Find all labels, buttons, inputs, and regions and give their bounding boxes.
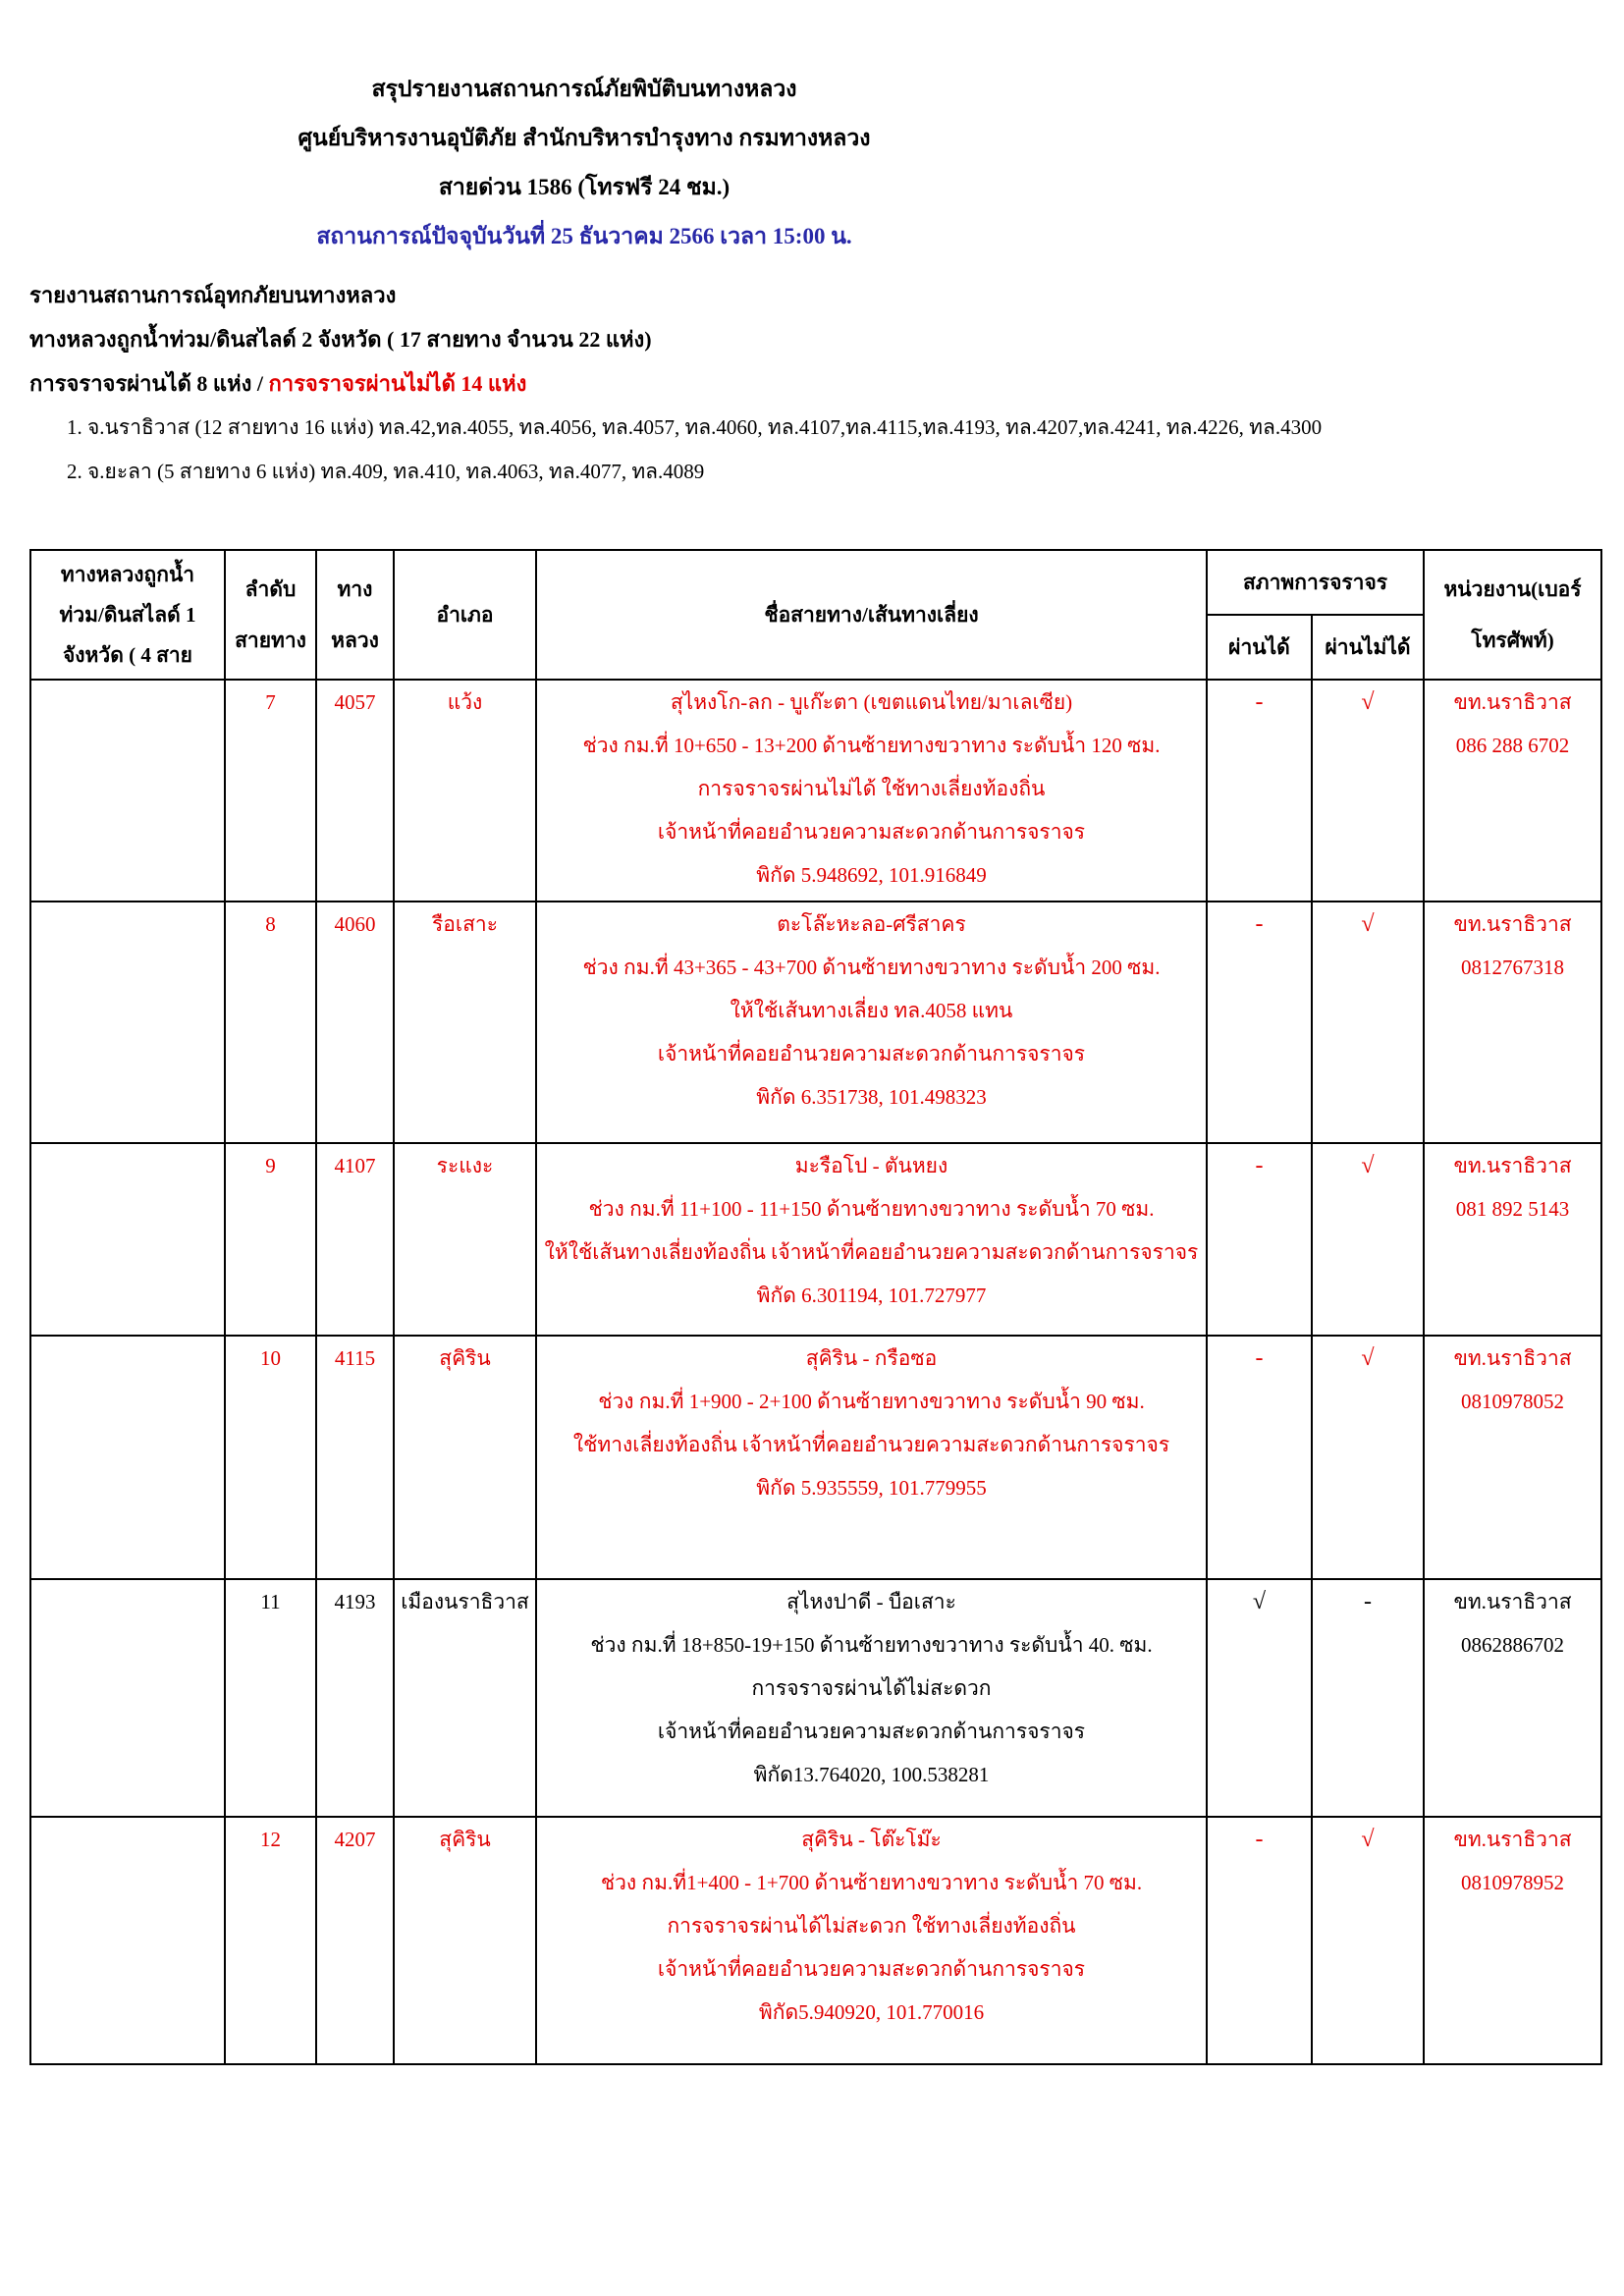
passable-cell: - — [1207, 680, 1312, 902]
province-item-narathiwat: 1. จ.นราธิวาส (12 สายทาง 16 แห่ง) ทล.42,ทล.4055, ทล.4056, ทล.4057, ทล.4060, ทล.4107,ทล.4115,ทล.4193, ทล.4207,ทล.4241, ทล.4226, ทล.4300 — [67, 415, 1323, 439]
route-cell: 4193 — [316, 1579, 394, 1817]
header-province-group-line3: จังหวัด ( 4 สาย — [63, 642, 192, 667]
report-header — [29, 0, 1139, 261]
desc-line: เจ้าหน้าที่คอยอำนวยความสะดวกด้านการจราจร — [657, 1042, 1086, 1066]
header-province-group-line2: ท่วม/ดินสไลด์ 1 — [59, 602, 196, 627]
agency-phone: 0810978952 — [1461, 1871, 1565, 1894]
hotline-line: สายด่วน 1586 (โทรฟรี 24 ชม.) — [438, 175, 731, 199]
route-cell: 4115 — [316, 1336, 394, 1579]
district-cell: สุคิริน — [394, 1336, 536, 1579]
desc-line: เจ้าหน้าที่คอยอำนวยความสะดวกด้านการจราจร — [657, 1957, 1086, 1981]
desc-line: สุไหงปาดี - บือเสาะ — [786, 1590, 956, 1613]
agency-cell — [1424, 902, 1601, 1143]
route-cell: 4057 — [316, 680, 394, 902]
traffic-impassable-text: การจราจรผ่านไม่ได้ 14 แห่ง — [268, 371, 527, 396]
province-cell — [30, 1336, 225, 1579]
agency-name: ขท.นราธิวาส — [1453, 1590, 1572, 1613]
desc-line: ช่วง กม.ที่1+400 - 1+700 ด้านซ้ายทางขวาทาง ระดับน้ำ 70 ซม. — [600, 1871, 1143, 1894]
passable-cell: - — [1207, 1817, 1312, 2064]
desc-line: เจ้าหน้าที่คอยอำนวยความสะดวกด้านการจราจร — [657, 820, 1086, 844]
province-cell — [30, 902, 225, 1143]
passable-cell: √ — [1207, 1579, 1312, 1817]
agency-phone: 081 892 5143 — [1455, 1197, 1570, 1221]
road-desc-cell — [536, 902, 1207, 1143]
agency-cell — [1424, 680, 1601, 902]
agency-name: ขท.นราธิวาส — [1453, 1828, 1572, 1851]
district-cell: ระแงะ — [394, 1143, 536, 1336]
desc-line: ช่วง กม.ที่ 43+365 - 43+700 ด้านซ้ายทางขวาทาง ระดับน้ำ 200 ซม. — [582, 956, 1161, 979]
header-sequence-line2: สายทาง — [235, 629, 306, 652]
agency-phone: 0812767318 — [1461, 956, 1565, 979]
summary-extent-line: ทางหลวงถูกน้ำท่วม/ดินสไลด์ 2 จังหวัด ( 17 สายทาง จำนวน 22 แห่ง) — [29, 327, 652, 352]
desc-line: การจราจรผ่านไม่ได้ ใช้ทางเลี่ยงท้องถิ่น — [697, 777, 1046, 800]
table-row — [30, 680, 1601, 902]
desc-line: สุคิริน - โต๊ะโม๊ะ — [801, 1828, 942, 1851]
passable-cell: - — [1207, 902, 1312, 1143]
route-cell: 4207 — [316, 1817, 394, 2064]
agency-cell — [1424, 1817, 1601, 2064]
header-agency-line1: หน่วยงาน(เบอร์ — [1443, 577, 1582, 601]
province-cell — [30, 680, 225, 902]
desc-line: เจ้าหน้าที่คอยอำนวยความสะดวกด้านการจราจร — [657, 1720, 1086, 1743]
desc-line: พิกัด 6.301194, 101.727977 — [756, 1284, 987, 1307]
district-cell: แว้ง — [394, 680, 536, 902]
seq-cell: 10 — [225, 1336, 316, 1579]
desc-line: ให้ใช้เส้นทางเลี่ยง ทล.4058 แทน — [730, 999, 1013, 1022]
table-row — [30, 1336, 1601, 1579]
passable-cell: - — [1207, 1143, 1312, 1336]
desc-line: การจราจรผ่านได้ไม่สะดวก — [751, 1676, 992, 1700]
province-cell — [30, 1579, 225, 1817]
table-header — [30, 550, 1601, 680]
seq-cell: 12 — [225, 1817, 316, 2064]
desc-line: ใช้ทางเลี่ยงท้องถิ่น เจ้าหน้าที่คอยอำนวยความสะดวกด้านการจราจร — [572, 1433, 1170, 1456]
province-list — [29, 406, 1624, 494]
seq-cell: 7 — [225, 680, 316, 902]
desc-line: พิกัด13.764020, 100.538281 — [753, 1763, 990, 1786]
desc-line: พิกัด 6.351738, 101.498323 — [756, 1085, 987, 1109]
desc-line: ช่วง กม.ที่ 18+850-19+150 ด้านซ้ายทางขวาทาง ระดับน้ำ 40. ซม. — [590, 1633, 1153, 1657]
summary-block — [29, 273, 1624, 494]
seq-cell: 11 — [225, 1579, 316, 1817]
road-desc-cell — [536, 1336, 1207, 1579]
agency-name: ขท.นราธิวาส — [1453, 1154, 1572, 1177]
agency-name: ขท.นราธิวาส — [1453, 912, 1572, 936]
route-cell: 4107 — [316, 1143, 394, 1336]
road-desc-cell — [536, 1579, 1207, 1817]
agency-phone: 0810978052 — [1461, 1390, 1565, 1413]
header-sequence-line1: ลำดับ — [244, 577, 297, 601]
agency-cell — [1424, 1143, 1601, 1336]
district-cell: สุคิริน — [394, 1817, 536, 2064]
road-desc-cell — [536, 1817, 1207, 2064]
summary-heading: รายงานสถานการณ์อุทกภัยบนทางหลวง — [29, 283, 397, 307]
district-cell: รือเสาะ — [394, 902, 536, 1143]
desc-line: ช่วง กม.ที่ 10+650 - 13+200 ด้านซ้ายทางขวาทาง ระดับน้ำ 120 ซม. — [582, 734, 1161, 757]
header-passable: ผ่านได้ — [1207, 615, 1312, 680]
status-datetime-line: สถานการณ์ปัจจุบันวันที่ 25 ธันวาคม 2566 เวลา 15:00 น. — [316, 224, 852, 248]
header-district: อำเภอ — [394, 550, 536, 680]
table-body — [30, 680, 1601, 2064]
table-row — [30, 1579, 1601, 1817]
desc-line: ช่วง กม.ที่ 11+100 - 11+150 ด้านซ้ายทางขวาทาง ระดับน้ำ 70 ซม. — [588, 1197, 1155, 1221]
agency-phone: 086 288 6702 — [1455, 734, 1570, 757]
agency-name: ขท.นราธิวาส — [1453, 1346, 1572, 1370]
impassable-cell: √ — [1312, 902, 1424, 1143]
header-impassable: ผ่านไม่ได้ — [1312, 615, 1424, 680]
header-route-line1: ทาง — [337, 577, 373, 601]
agency-cell — [1424, 1579, 1601, 1817]
agency-name: ขท.นราธิวาส — [1453, 690, 1572, 714]
table-row — [30, 902, 1601, 1143]
agency-cell — [1424, 1336, 1601, 1579]
impassable-cell: √ — [1312, 1336, 1424, 1579]
header-agency — [1424, 550, 1601, 680]
desc-line: พิกัด 5.948692, 101.916849 — [756, 863, 987, 887]
table-row — [30, 1143, 1601, 1336]
road-desc-cell — [536, 1143, 1207, 1336]
report-subtitle-agency: ศูนย์บริหารงานอุบัติภัย สำนักบริหารบำรุงทาง กรมทางหลวง — [298, 126, 871, 150]
desc-line: พิกัด5.940920, 101.770016 — [758, 2000, 985, 2024]
district-cell: เมืองนราธิวาส — [394, 1579, 536, 1817]
agency-phone: 0862886702 — [1461, 1633, 1565, 1657]
province-item-yala: 2. จ.ยะลา (5 สายทาง 6 แห่ง) ทล.409, ทล.410, ทล.4063, ทล.4077, ทล.4089 — [67, 460, 705, 483]
desc-line: ตะโล๊ะหะลอ-ศรีสาคร — [777, 912, 966, 936]
highway-status-table — [29, 549, 1602, 2065]
header-province-group — [30, 550, 225, 680]
seq-cell: 8 — [225, 902, 316, 1143]
header-province-group-line1: ทางหลวงถูกน้ำ — [60, 562, 195, 586]
seq-cell: 9 — [225, 1143, 316, 1336]
impassable-cell: √ — [1312, 1817, 1424, 2064]
route-cell: 4060 — [316, 902, 394, 1143]
header-agency-line2: โทรศัพท์) — [1471, 629, 1554, 652]
header-road-name: ชื่อสายทาง/เส้นทางเลี่ยง — [536, 550, 1207, 680]
desc-line: มะรือโป - ตันหยง — [794, 1154, 948, 1177]
desc-line: สุไหงโก-ลก - บูเก๊ะตา (เขตแดนไทย/มาเลเซีย) — [670, 690, 1073, 714]
desc-line: ช่วง กม.ที่ 1+900 - 2+100 ด้านซ้ายทางขวาทาง ระดับน้ำ 90 ซม. — [598, 1390, 1145, 1413]
desc-line: พิกัด 5.935559, 101.779955 — [756, 1476, 987, 1500]
province-cell — [30, 1143, 225, 1336]
desc-line: ให้ใช้เส้นทางเลี่ยงท้องถิ่น เจ้าหน้าที่คอยอำนวยความสะดวกด้านการจราจร — [544, 1240, 1199, 1264]
header-sequence — [225, 550, 316, 680]
impassable-cell: √ — [1312, 1143, 1424, 1336]
province-cell — [30, 1817, 225, 2064]
header-route-line2: หลวง — [331, 629, 379, 652]
passable-cell: - — [1207, 1336, 1312, 1579]
road-desc-cell — [536, 680, 1207, 902]
desc-line: การจราจรผ่านได้ไม่สะดวก ใช้ทางเลี่ยงท้องถิ่น — [667, 1914, 1076, 1938]
table-row — [30, 1817, 1601, 2064]
desc-line: สุคิริน - กรือซอ — [805, 1346, 938, 1370]
traffic-passable-text: การจราจรผ่านได้ 8 แห่ง / — [29, 371, 269, 396]
impassable-cell: - — [1312, 1579, 1424, 1817]
impassable-cell: √ — [1312, 680, 1424, 902]
summary-traffic-line — [29, 361, 1624, 406]
report-title: สรุปรายงานสถานการณ์ภัยพิบัติบนทางหลวง — [371, 77, 797, 101]
header-traffic-condition: สภาพการจราจร — [1207, 550, 1424, 615]
header-route-number — [316, 550, 394, 680]
